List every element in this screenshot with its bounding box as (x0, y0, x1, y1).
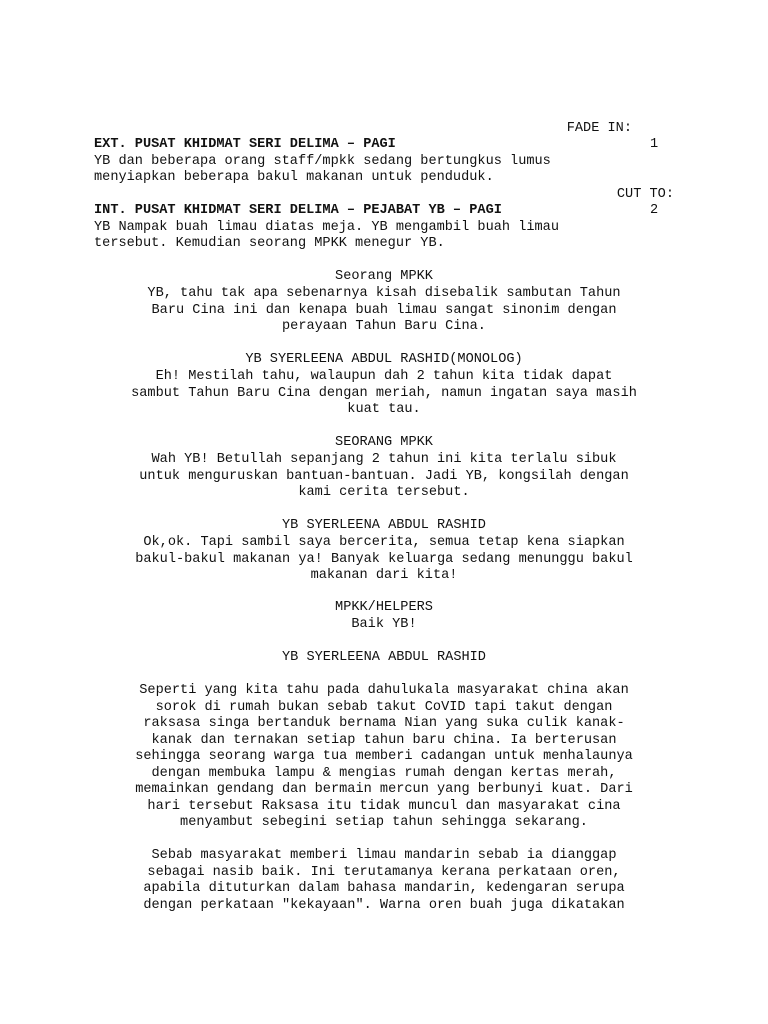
monologue-line: menyambut sebegini setiap tahun sehingga sekarang. (180, 815, 588, 830)
monologue-line: Seperti yang kita tahu pada dahulukala masyarakat china akan (139, 683, 629, 698)
character-name: YB SYERLEENA ABDUL RASHID (282, 518, 486, 533)
monologue-line: dengan perkataan "kekayaan". Warna oren buah juga dikatakan (143, 897, 625, 913)
dialogue-line: kuat tau. (347, 402, 421, 417)
character-name: SEORANG MPKK (335, 435, 433, 450)
monologue-line: dengan membuka lampu & mengias rumah dengan kertas merah, (151, 765, 617, 781)
dialogue-block (84, 617, 684, 634)
dialogue-block (84, 452, 684, 502)
scene-1-action-line: menyiapkan beberapa bakul makanan untuk penduduk. (94, 170, 494, 185)
scene-2-action-line: tersebut. Kemudian seorang MPKK menegur YB. (94, 236, 445, 251)
dialogue-block (84, 535, 684, 585)
character-name: YB SYERLEENA ABDUL RASHID(MONOLOG) (245, 352, 523, 367)
dialogue-block (84, 369, 684, 419)
dialogue-line: sambut Tahun Baru Cina dengan meriah, namun ingatan saya masih (131, 385, 637, 401)
dialogue-line: Baik YB! (351, 617, 417, 632)
scene-number-1: 1 (650, 137, 659, 152)
dialogue-line: Ok,ok. Tapi sambil saya bercerita, semua tetap kena siapkan (143, 535, 625, 550)
scene-heading-2: INT. PUSAT KHIDMAT SERI DELIMA – PEJABAT YB – PAGI (94, 203, 502, 218)
scene-number-2: 2 (650, 203, 659, 218)
monologue-paragraph (84, 848, 684, 914)
transition-cut-to: CUT TO: (616, 187, 674, 202)
monologue-line: sebagai nasib baik. Ini terutamanya kerana perkataan oren, (147, 864, 621, 880)
dialogue-line: kami cerita tersebut. (298, 485, 470, 500)
dialogue-line: Wah YB! Betullah sepanjang 2 tahun ini kita terlalu sibuk (151, 452, 617, 467)
monologue-line: kanak dan ternakan setiap tahun baru china. Ia berterusan (151, 732, 617, 748)
dialogue-line: YB, tahu tak apa sebenarnya kisah disebalik sambutan Tahun (147, 286, 621, 301)
character-name: Seorang MPKK (335, 269, 433, 284)
dialogue-line: untuk menguruskan bantuan-bantuan. Jadi YB, kongsilah dengan (139, 468, 629, 484)
scene-heading-1: EXT. PUSAT KHIDMAT SERI DELIMA – PAGI (94, 137, 396, 152)
monologue-paragraph (84, 683, 684, 832)
monologue-line: Sebab masyarakat memberi limau mandarin sebab ia dianggap (151, 848, 617, 863)
scene-2-action-line: YB Nampak buah limau diatas meja. YB mengambil buah limau (94, 220, 559, 235)
character-name: MPKK/HELPERS (335, 600, 433, 615)
monologue-line: memainkan gendang dan bermain mercun yang berbunyi kuat. Dari (135, 782, 633, 797)
monologue-line: sehingga seorang warga tua memberi cadangan untuk menhalaunya (135, 749, 633, 764)
monologue-line: raksasa singa bertanduk bernama Nian yang suka culik kanak- (143, 716, 625, 731)
monologue-line: hari tersebut Raksasa itu tidak muncul dan masyarakat cina (147, 798, 621, 814)
dialogue-line: bakul-bakul makanan ya! Banyak keluarga sedang menunggu bakul (135, 551, 633, 567)
monologue-line: sorok di rumah bukan sebab takut CoVID tapi takut dengan (155, 699, 613, 715)
dialogue-block (84, 286, 684, 336)
monologue-line: apabila dituturkan dalam bahasa mandarin, kedengaran serupa (143, 881, 625, 896)
dialogue-line: perayaan Tahun Baru Cina. (282, 319, 486, 334)
scene-1-action-line: YB dan beberapa orang staff/mpkk sedang bertungkus lumus (94, 154, 551, 169)
dialogue-line: Eh! Mestilah tahu, walaupun dah 2 tahun kita tidak dapat (155, 369, 613, 384)
dialogue-line: makanan dari kita! (310, 568, 458, 583)
transition-fade-in: FADE IN: (566, 121, 632, 136)
dialogue-line: Baru Cina ini dan kenapa buah limau sangat sinonim dengan (151, 302, 617, 318)
character-name: YB SYERLEENA ABDUL RASHID (282, 650, 486, 665)
